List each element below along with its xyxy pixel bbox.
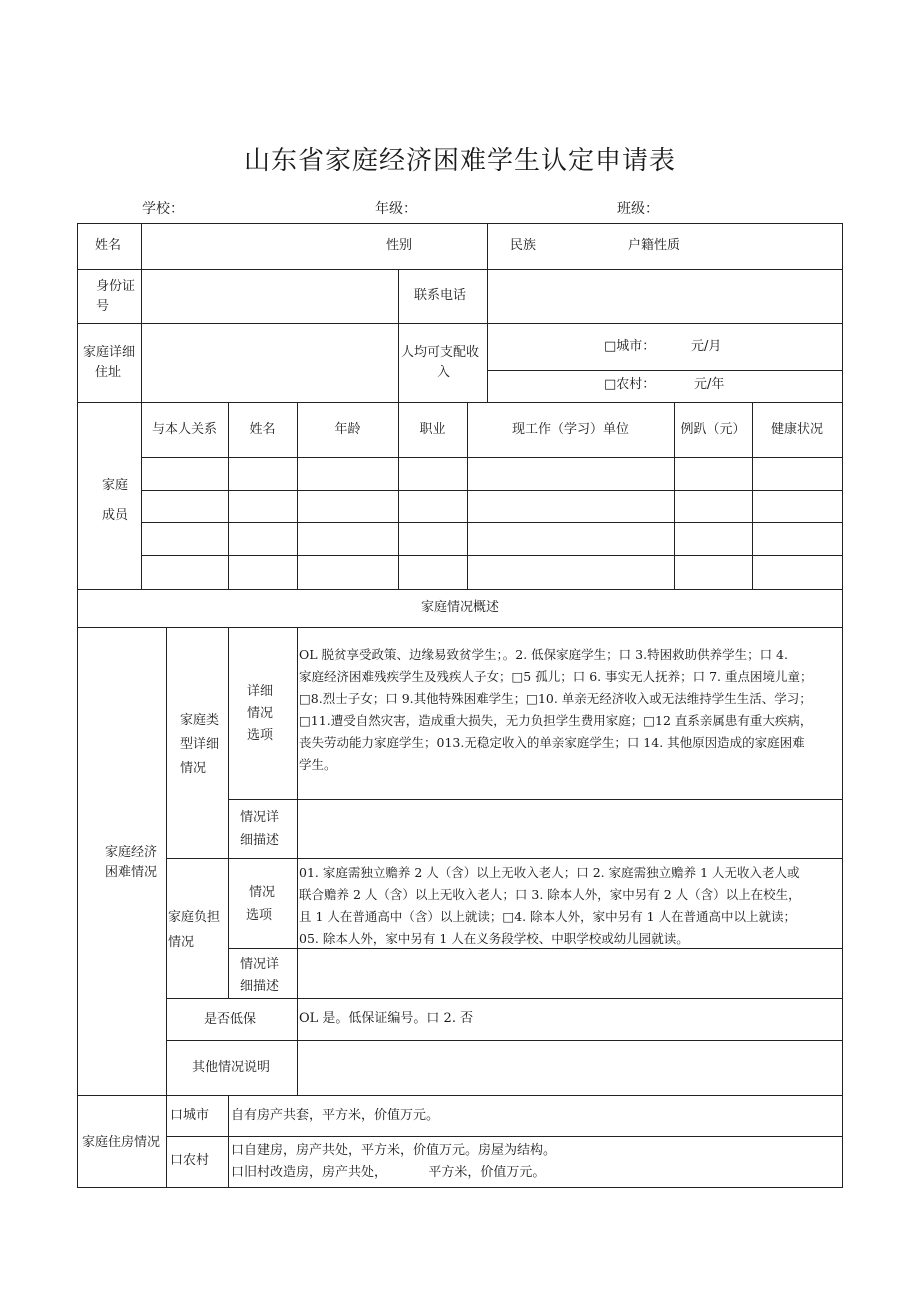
row-divider (77, 323, 843, 324)
dibao-options[interactable]: OL 是。低保证编号。口 2. 否 (299, 1011, 474, 1026)
row-divider (77, 627, 843, 628)
family-overview-heading: 家庭情况概述 (420, 600, 499, 615)
family-type-options[interactable] (299, 644, 844, 776)
row-divider (166, 998, 843, 999)
desc-label-line1: 情况详 (240, 810, 280, 825)
row-divider (141, 457, 843, 458)
housing-rural-checkbox[interactable]: 口农村 (170, 1153, 210, 1168)
column-divider (398, 269, 399, 403)
table-border (77, 1187, 843, 1188)
housing-city-text: 自有房产共套，平方米，价值万元。 (231, 1108, 440, 1123)
page-title: 山东省家庭经济困难学生认定申请表 (243, 146, 676, 176)
name-label: 姓名 (95, 238, 122, 253)
class-label: 班级： (617, 201, 659, 217)
hukou-label: 户籍性质 (628, 238, 681, 253)
type-option-line: □11.遭受自然灾害，造成重大损失，无力负担学生费用家庭；□12 直系亲属患有重大疾病， (299, 713, 813, 728)
col-age: 年龄 (334, 422, 361, 437)
burden-option-line: 01. 家庭需独立赡养 2 人（含）以上无收入老人；口 2. 家庭需独立赡养 1 人无收入老人或 (299, 865, 800, 880)
col-workplace: 现工作（学习）单位 (511, 422, 629, 437)
type-option-line: 学生。 (299, 757, 337, 772)
gender-label: 性别 (386, 238, 413, 253)
row-divider (77, 402, 843, 403)
row-divider (228, 799, 843, 800)
housing-label: 家庭住房情况 (82, 1135, 161, 1150)
address-label-line1: 家庭详细 (83, 345, 136, 360)
detail-option-label-line1: 详细 (247, 684, 274, 699)
rural-income-unit: 元/年 (694, 377, 725, 392)
id-label-line1: 身份证 (96, 279, 136, 294)
column-divider (297, 627, 298, 1095)
desc2-label-line1: 情况详 (240, 957, 280, 972)
row-divider (166, 1040, 843, 1041)
econ-label-line2: 困难情况 (105, 865, 158, 880)
desc2-label-line2: 细描述 (240, 979, 280, 994)
col-relation: 与本人关系 (151, 422, 217, 437)
ethnicity-label: 民族 (510, 238, 537, 253)
column-divider (228, 1095, 229, 1188)
row-divider (487, 370, 843, 371)
housing-city-checkbox[interactable]: 口城市 (170, 1108, 210, 1123)
income-label-line2: 入 (437, 365, 451, 380)
income-label-line1: 人均可支配收 (401, 345, 480, 360)
detail-option-label-line2: 情况 (247, 706, 274, 721)
id-label-line2: 号 (96, 299, 110, 314)
address-label-line2: 住址 (95, 365, 122, 380)
col-income: 例趴（元） (680, 422, 746, 437)
burden-option-label-line1: 情况 (249, 885, 276, 900)
dibao-label: 是否低保 (204, 1012, 257, 1027)
table-border (77, 223, 78, 1188)
type-option-line: 丧失劳动能力家庭学生；013.无稳定收入的单亲家庭学生；口 14. 其他原因造成的家庭困难 (299, 735, 805, 750)
housing-rural-text-1: 口自建房，房产共处，平方米，价值万元。房屋为结构。 (231, 1143, 557, 1158)
burden-label-line2: 情况 (168, 935, 195, 950)
school-label: 学校： (142, 201, 184, 217)
phone-label: 联系电话 (414, 288, 467, 303)
desc-label-line2: 细描述 (240, 833, 280, 848)
housing-rural-text-2: 口旧村改造房，房产共处， 平方米，价值万元。 (231, 1165, 546, 1180)
city-income-unit: 元/月 (691, 339, 722, 354)
family-label-line2: 成员 (102, 508, 129, 523)
column-divider (166, 627, 167, 1188)
type-option-line: 家庭经济困难残疾学生及残疾人子女；□5 孤儿；口 6. 事实无人抚养；口 7. 重点困境儿童； (299, 669, 813, 684)
burden-option-label-line2: 选项 (246, 908, 273, 923)
grade-label: 年级： (375, 201, 417, 217)
table-border (77, 223, 843, 224)
row-divider (141, 522, 843, 523)
city-income-checkbox[interactable]: □城市： (604, 339, 656, 354)
detail-option-label-line3: 选项 (247, 728, 274, 743)
family-burden-options[interactable] (299, 862, 844, 950)
family-label-line1: 家庭 (102, 478, 129, 493)
column-divider (228, 627, 229, 998)
column-divider (141, 223, 142, 403)
burden-option-line: 05. 除本人外，家中另有 1 人在义务段学校、中职学校或幼儿园就读。 (299, 931, 689, 946)
col-name: 姓名 (249, 422, 276, 437)
row-divider (77, 589, 843, 590)
other-info-label: 其他情况说明 (192, 1060, 271, 1075)
column-divider (487, 223, 488, 403)
burden-label-line1: 家庭负担 (168, 910, 221, 925)
burden-option-line: 且 1 人在普通高中（含）以上就读；□4. 除本人外，家中另有 1 人在普通高中以上就读； (299, 909, 797, 924)
type-label-line2: 型详细 (180, 737, 220, 752)
rural-income-checkbox[interactable]: □农村： (604, 377, 656, 392)
econ-label-line1: 家庭经济 (105, 845, 158, 860)
type-option-line: OL 脱贫享受政策、边缘易致贫学生；。2. 低保家庭学生；口 3.特困救助供养学生；口 4. (299, 647, 788, 662)
col-occupation: 职业 (419, 422, 446, 437)
type-label-line3: 情况 (180, 761, 207, 776)
row-divider (77, 269, 843, 270)
row-divider (166, 1136, 843, 1137)
row-divider (166, 858, 843, 859)
row-divider (77, 1095, 843, 1096)
type-label-line1: 家庭类 (180, 713, 220, 728)
type-option-line: □8.烈士子女；口 9.其他特殊困难学生；□10. 单亲无经济收入或无法维持学生生活、学习； (299, 691, 812, 706)
row-divider (141, 490, 843, 491)
burden-option-line: 联合赡养 2 人（含）以上无收入老人；口 3. 除本人外，家中另有 2 人（含）以上在校生， (299, 887, 801, 902)
col-health: 健康状况 (770, 422, 823, 437)
row-divider (141, 555, 843, 556)
